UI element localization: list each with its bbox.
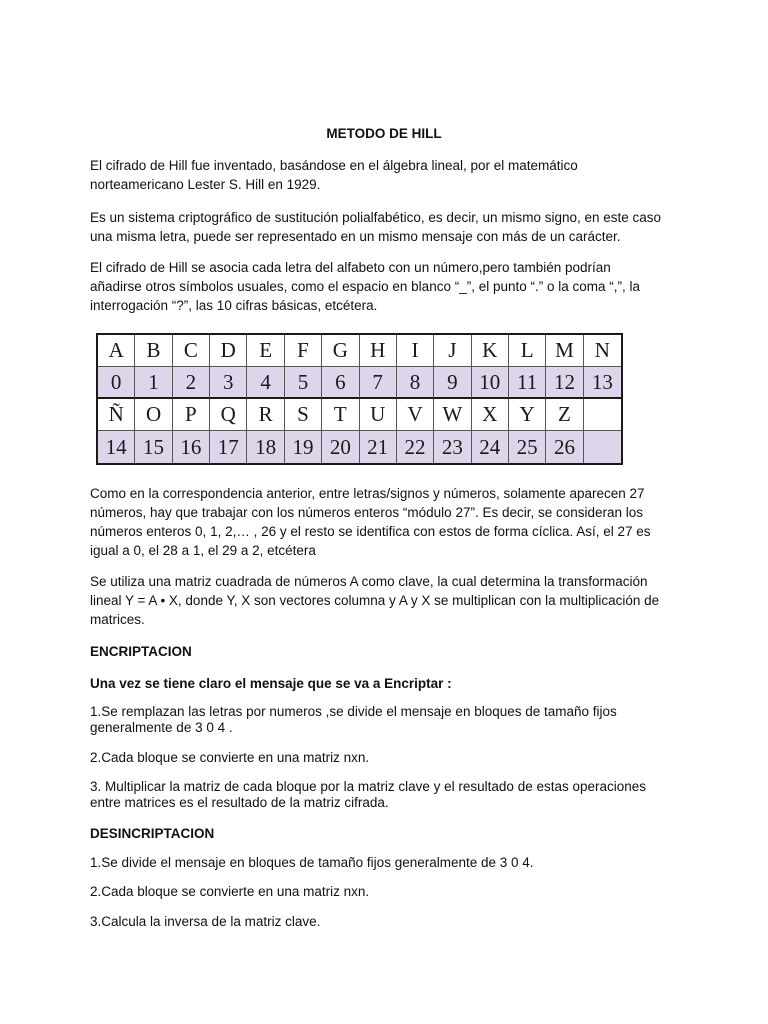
table-number-cell [584, 431, 621, 463]
table-number-cell: 1 [135, 367, 172, 399]
paragraph-alphabet [90, 258, 690, 315]
table-letter-cell: M [546, 335, 583, 367]
table-number-cell: 6 [322, 367, 359, 399]
table-letter-cell: N [584, 335, 621, 367]
table-number-cell: 0 [98, 367, 135, 399]
table-number-cell: 5 [285, 367, 322, 399]
table-number-cell: 10 [472, 367, 509, 399]
table-letter-cell: A [98, 335, 135, 367]
paragraph-line: Como en la correspondencia anterior, entre letras/signos y números, solamente aparecen 27 [90, 486, 645, 501]
table-letter-cell: I [397, 335, 434, 367]
desincriptacion-step-1: 1.Se divide el mensaje en bloques de tamaño fijos generalmente de 3 0 4. [90, 855, 534, 870]
table-number-cell: 24 [472, 431, 509, 463]
table-number-cell: 21 [360, 431, 397, 463]
table-letter-cell: F [285, 335, 322, 367]
table-letter-cell: B [135, 335, 172, 367]
table-number-cell: 11 [509, 367, 546, 399]
table-number-cell: 15 [135, 431, 172, 463]
table-letter-cell: Y [509, 399, 546, 431]
table-number-cell: 13 [584, 367, 621, 399]
table-number-cell: 9 [434, 367, 471, 399]
encriptacion-step-3 [90, 779, 690, 811]
table-number-cell: 20 [322, 431, 359, 463]
table-number-cell: 25 [509, 431, 546, 463]
paragraph-line: añadirse otros símbolos usuales, como el espacio en blanco “_”, el punto “.” o la coma “,”, la [90, 279, 641, 294]
table-number-cell: 26 [546, 431, 583, 463]
table-letter-cell: X [472, 399, 509, 431]
paragraph-line: Es un sistema criptográfico de sustitución polialfabético, es decir, un mismo signo, en este caso [90, 210, 662, 225]
page-title: METODO DE HILL [326, 126, 442, 141]
desincriptacion-step-3: 3.Calcula la inversa de la matriz clave. [90, 914, 321, 929]
paragraph-line: números enteros 0, 1, 2,… , 26 y el resto se identifica con estos de forma cíclica. Así, el 27 es [90, 524, 651, 539]
table-number-cell: 22 [397, 431, 434, 463]
table-letter-cell: K [472, 335, 509, 367]
table-letter-cell: S [285, 399, 322, 431]
paragraph-definition [90, 208, 690, 246]
paragraph-matrix-key [90, 572, 690, 629]
table-number-cell: 12 [546, 367, 583, 399]
table-letter-cell: O [135, 399, 172, 431]
table-letter-cell: W [434, 399, 471, 431]
table-letter-cell: J [434, 335, 471, 367]
alphabet-number-table [96, 333, 623, 465]
table-number-cell: 14 [98, 431, 135, 463]
paragraph-line: interrogación “?”, las 10 cifras básicas, etcétera. [90, 298, 378, 313]
paragraph-line: generalmente de 3 0 4 . [90, 720, 233, 735]
encriptacion-step-2: 2.Cada bloque se convierte en una matriz nxn. [90, 750, 370, 765]
table-number-cell: 4 [247, 367, 284, 399]
table-letter-cell: L [509, 335, 546, 367]
encriptacion-step-1 [90, 704, 690, 736]
desincriptacion-step-2: 2.Cada bloque se convierte en una matriz nxn. [90, 884, 370, 899]
table-number-cell: 2 [173, 367, 210, 399]
table-letter-cell [584, 399, 621, 431]
table-letter-cell: D [210, 335, 247, 367]
table-number-cell: 3 [210, 367, 247, 399]
table-letter-cell: T [322, 399, 359, 431]
table-number-cell: 18 [247, 431, 284, 463]
paragraph-line: matrices. [90, 612, 145, 627]
table-number-cell: 19 [285, 431, 322, 463]
paragraph-intro [90, 156, 690, 194]
paragraph-line: 1.Se remplazan las letras por numeros ,se divide el mensaje en bloques de tamaño fijos [90, 704, 617, 719]
encriptacion-subheading: Una vez se tiene claro el mensaje que se va a Encriptar : [90, 676, 452, 691]
table-letter-cell: E [247, 335, 284, 367]
paragraph-line: 3. Multiplicar la matriz de cada bloque por la matriz clave y el resultado de estas operaciones [90, 779, 647, 794]
table-letter-cell: U [360, 399, 397, 431]
table-number-cell: 17 [210, 431, 247, 463]
table-letter-cell: Z [546, 399, 583, 431]
table-letter-cell: C [173, 335, 210, 367]
table-letter-cell: G [322, 335, 359, 367]
table-number-cell: 16 [173, 431, 210, 463]
table-number-cell: 23 [434, 431, 471, 463]
paragraph-line: una misma letra, puede ser representado en un mismo mensaje con más de un carácter. [90, 229, 621, 244]
table-letter-cell: V [397, 399, 434, 431]
paragraph-line: entre matrices es el resultado de la matriz cifrada. [90, 795, 389, 810]
table-letter-cell: Ñ [98, 399, 135, 431]
paragraph-line: números, hay que trabajar con los números enteros “módulo 27”. Es decir, se consideran los [90, 505, 644, 520]
table-letter-cell: P [173, 399, 210, 431]
paragraph-line: lineal Y = A • X, donde Y, X son vectores columna y A y X se multiplican con la multiplicación de [90, 593, 660, 608]
paragraph-line: igual a 0, el 28 a 1, el 29 a 2, etcétera [90, 543, 316, 558]
paragraph-modulo [90, 484, 690, 560]
encriptacion-heading: ENCRIPTACION [90, 644, 192, 659]
desincriptacion-heading: DESINCRIPTACION [90, 826, 215, 841]
paragraph-line: norteamericano Lester S. Hill en 1929. [90, 177, 321, 192]
table-letter-cell: H [360, 335, 397, 367]
table-letter-cell: R [247, 399, 284, 431]
table-number-cell: 8 [397, 367, 434, 399]
table-number-cell: 7 [360, 367, 397, 399]
paragraph-line: Se utiliza una matriz cuadrada de números A como clave, la cual determina la transformación [90, 574, 648, 589]
table-letter-cell: Q [210, 399, 247, 431]
paragraph-line: El cifrado de Hill se asocia cada letra del alfabeto con un número,pero también podrían [90, 260, 611, 275]
paragraph-line: El cifrado de Hill fue inventado, basándose en el álgebra lineal, por el matemático [90, 158, 578, 173]
